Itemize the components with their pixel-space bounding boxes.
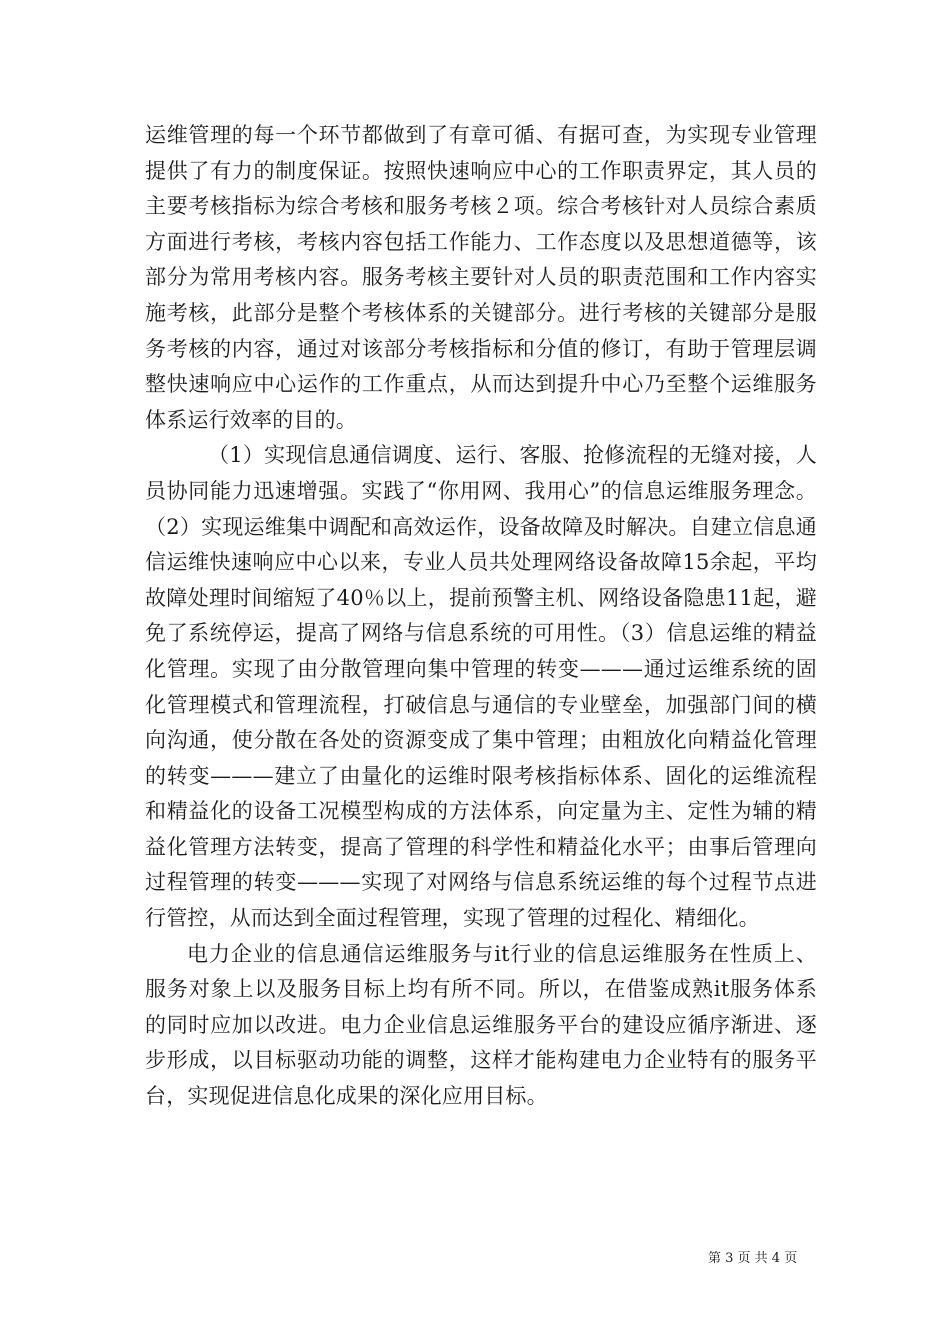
paragraph-1: 运维管理的每一个环节都做到了有章可循、有据可查，为实现专业管理提供了有力的制度保证。按照快速响应中心的工作职责界定，其人员的主要考核指标为综合考核和服务考核２项。综合考核针对人员综合素质方面进行考核，考核内容包括工作能力、工作态度以及思想道德等，该部分为常用考核内容。服务考核主要针对人员的职责范围和工作内容实施考核，此部分是整个考核体系的关键部分。进行考核的关键部分是服务考核的内容，通过对该部分考核指标和分值的修订，有助于管理层调整快速响应中心运作的工作重点，从而达到提升中心乃至整个运维服务体系运行效率的目的。 xyxy=(145,123,817,432)
paragraph-2: （1）实现信息通信调度、运行、客服、抢修流程的无缝对接，人员协同能力迅速增强。实践了“你用网、我用心”的信息运维服务理念。（2）实现运维集中调配和高效运作，设备故障及时解决。自建立信息通信运维快速响应中心以来，专业人员共处理网络设备故障15余起，平均故障处理时间缩短了40％以上，提前预警主机、网络设备隐患11起，避免了系统停运，提高了网络与信息系统的可用性。（3）信息运维的精益化管理。实现了由分散管理向集中管理的转变———通过运维系统的固化管理模式和管理流程，打破信息与通信的专业壁垒，加强部门间的横向沟通，使分散在各处的资源变成了集中管理；由粗放化向精益化管理的转变———建立了由量化的运维时限考核指标体系、固化的运维流程和精益化的设备工况模型构成的方法体系，向定量为主、定性为辅的精益化管理方法转变，提高了管理的科学性和精益化水平；由事后管理向过程管理的转变———实现了对网络与信息系统运维的每个过程节点进行管控，从而达到全面过程管理，实现了管理的过程化、精细化。 xyxy=(145,443,817,931)
paragraph-3: 电力企业的信息通信运维服务与it行业的信息运维服务在性质上、服务对象上以及服务目标上均有所不同。所以，在借鉴成熟it服务体系的同时应加以改进。电力企业信息运维服务平台的建设应循序渐进、逐步形成，以目标驱动功能的调整，这样才能构建电力企业特有的服务平台，实现促进信息化成果的深化应用目标。 xyxy=(145,941,817,1109)
document-body xyxy=(145,118,817,1115)
page-number: 第 3 页 共 4 页 xyxy=(708,1251,798,1266)
